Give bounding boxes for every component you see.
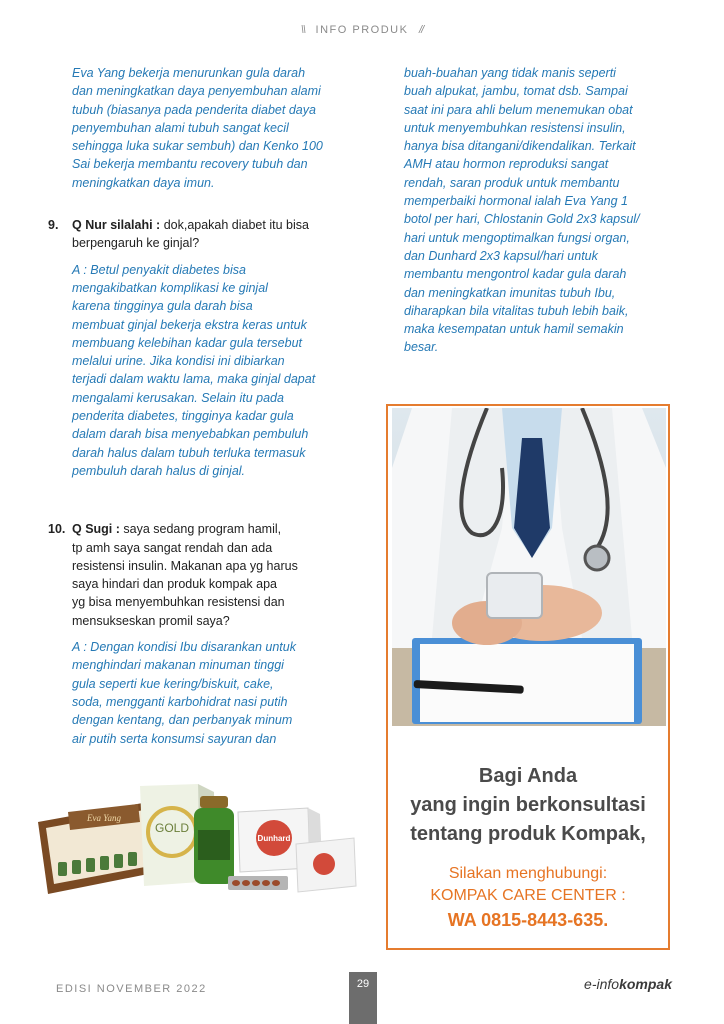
answer-line: memperbaiki hormonal ialah Eva Yang 1 (404, 194, 628, 209)
answer-10 (48, 638, 348, 748)
question-line: resistensi insulin. Makanan apa yg harus (72, 558, 298, 573)
product-image (28, 782, 364, 900)
answer-line: dan meningkatkan daya penyembuhan alami (72, 84, 321, 99)
dunhard-box (228, 808, 356, 892)
consult-heading-line: yang ingin berkonsultasi (410, 794, 646, 816)
consultation-box (386, 404, 670, 950)
brand-prefix: e-info (584, 976, 620, 992)
answer-line: besar. (404, 340, 439, 355)
question-line: dok,apakah diabet itu bisa (160, 218, 309, 233)
gold-label: GOLD (154, 821, 190, 835)
answer-line: menghindari makanan minuman tinggi (72, 658, 284, 673)
answer-line: dan Dunhard 2x3 kapsul/hari untuk (404, 248, 598, 263)
answer-line: gula seperti kue kering/biskuit, cake, (72, 676, 274, 691)
left-column (48, 64, 348, 748)
answer-line: Eva Yang bekerja menurunkan gula darah (72, 66, 306, 80)
answer-line: meningkatkan daya imun. (72, 175, 215, 190)
question-asker: Q Sugi : (72, 522, 120, 537)
answer-line: air putih serta konsumsi sayuran dan (72, 731, 277, 746)
answer-line: mengakibatkan komplikasi ke ginjal (72, 280, 268, 295)
answer-line: dan meningkatkan imunitas tubuh Ibu, (404, 285, 616, 300)
brand-logo (584, 976, 672, 992)
answer-line: membuang kelebihan kadar gula tersebut (72, 335, 303, 350)
answer-line: terjadi dalam waktu lama, maka ginjal dapat (72, 372, 316, 387)
answer-line: Sai bekerja membantu recovery tubuh dan (72, 157, 308, 172)
answer-line: sehingga luka sukar sembuh) dan Kenko 100 (72, 139, 323, 154)
answer-line: soda, mengganti karbohidrat nasi putih (72, 694, 288, 709)
question-9 (48, 216, 348, 253)
answer-line: rendah, saran produk untuk membantu (404, 175, 620, 190)
answer-line: membantu mengontrol kadar gula darah (404, 267, 627, 282)
dunhard-label: Dunhard (257, 834, 291, 843)
answer-line: A : Dengan kondisi Ibu disarankan untuk (72, 640, 296, 655)
whatsapp-number: WA 0815-8443-635. (447, 910, 609, 930)
question-line: berpengaruh ke ginjal? (72, 236, 200, 251)
question-asker: Q Nur silalahi : (72, 218, 161, 233)
question-line: saya hindari dan produk kompak apa (72, 577, 277, 592)
edition-label: EDISI NOVEMBER 2022 (56, 983, 207, 995)
answer-line: diharapkan bila vitalitas tubuh lebih baik, (404, 303, 629, 318)
answer-line: buah alpukat, jambu, tomat dsb. Sampai (404, 84, 628, 99)
contact-label: Silakan menghubungi: (448, 865, 608, 882)
right-column (404, 64, 664, 357)
intro-answer (48, 64, 348, 192)
eva-yang-box (38, 802, 158, 894)
answer-9 (48, 261, 348, 481)
question-line: saya sedang program hamil, (119, 522, 282, 537)
answer-line: hari untuk mengoptimalkan fungsi organ, (404, 230, 630, 245)
consult-heading-line: Bagi Anda (478, 765, 578, 787)
consult-heading-line: tentang produk Kompak, (410, 823, 646, 845)
question-number: 9. (48, 218, 59, 233)
answer-10-continued (404, 64, 664, 357)
consultation-text (388, 762, 668, 933)
answer-line: karena tingginya gula darah bisa (72, 299, 253, 314)
answer-line: mengalami kerusakan. Selain itu pada (72, 390, 284, 405)
question-line: tp amh saya sangat rendah dan ada (72, 540, 273, 555)
answer-line: penderita diabetes, tingginya kadar gula (72, 409, 294, 424)
answer-line: A : Betul penyakit diabetes bisa (72, 262, 246, 277)
answer-line: botol per hari, Chlostanin Gold 2x3 kapsul/ (404, 212, 640, 227)
brand-suffix: kompak (619, 976, 672, 992)
care-center-name: KOMPAK CARE CENTER : (430, 887, 626, 904)
section-title: INFO PRODUK (315, 24, 409, 36)
answer-line: maka kesempatan untuk hamil semakin (404, 322, 624, 337)
answer-line: penyembuhan alami tubuh sangat kecil (72, 120, 289, 135)
question-line: yg bisa menyembuhkan resistensi dan (72, 595, 285, 610)
green-bottle (194, 796, 234, 884)
question-line: mensukseskan promil saya? (72, 613, 230, 628)
header-right-mark: // (419, 24, 424, 36)
answer-line: tubuh (biasanya pada penderita diabet daya (72, 102, 316, 117)
answer-line: hanya bisa ditangani/dikendalikan. Terkait (404, 139, 636, 154)
answer-line: pembuluh darah halus di ginjal. (72, 463, 246, 478)
section-header (0, 24, 724, 36)
answer-line: untuk menyembuhkan resistensi insulin, (404, 120, 626, 135)
answer-line: saat ini para ahli belum menemukan obat (404, 102, 633, 117)
header-left-mark: \\ (300, 24, 305, 36)
answer-line: darah halus dalam tubuh terluka termasuk (72, 445, 306, 460)
answer-line: buah-buahan yang tidak manis seperti (404, 66, 616, 80)
answer-line: membuat ginjal bekerja ekstra keras untuk (72, 317, 307, 332)
question-10 (48, 520, 348, 630)
doctor-photo (392, 408, 666, 726)
answer-line: melalui urine. Jika kondisi ini dibiarkan (72, 354, 285, 369)
eva-yang-label: Eva Yang (87, 813, 121, 823)
answer-line: AMH atau hormon reproduksi sangat (404, 157, 609, 172)
page-number: 29 (349, 972, 377, 1024)
question-number: 10. (48, 522, 66, 537)
answer-line: dengan kentang, dan perbanyak minum (72, 713, 293, 728)
answer-line: dalam darah bisa menyebabkan pembuluh (72, 427, 309, 442)
